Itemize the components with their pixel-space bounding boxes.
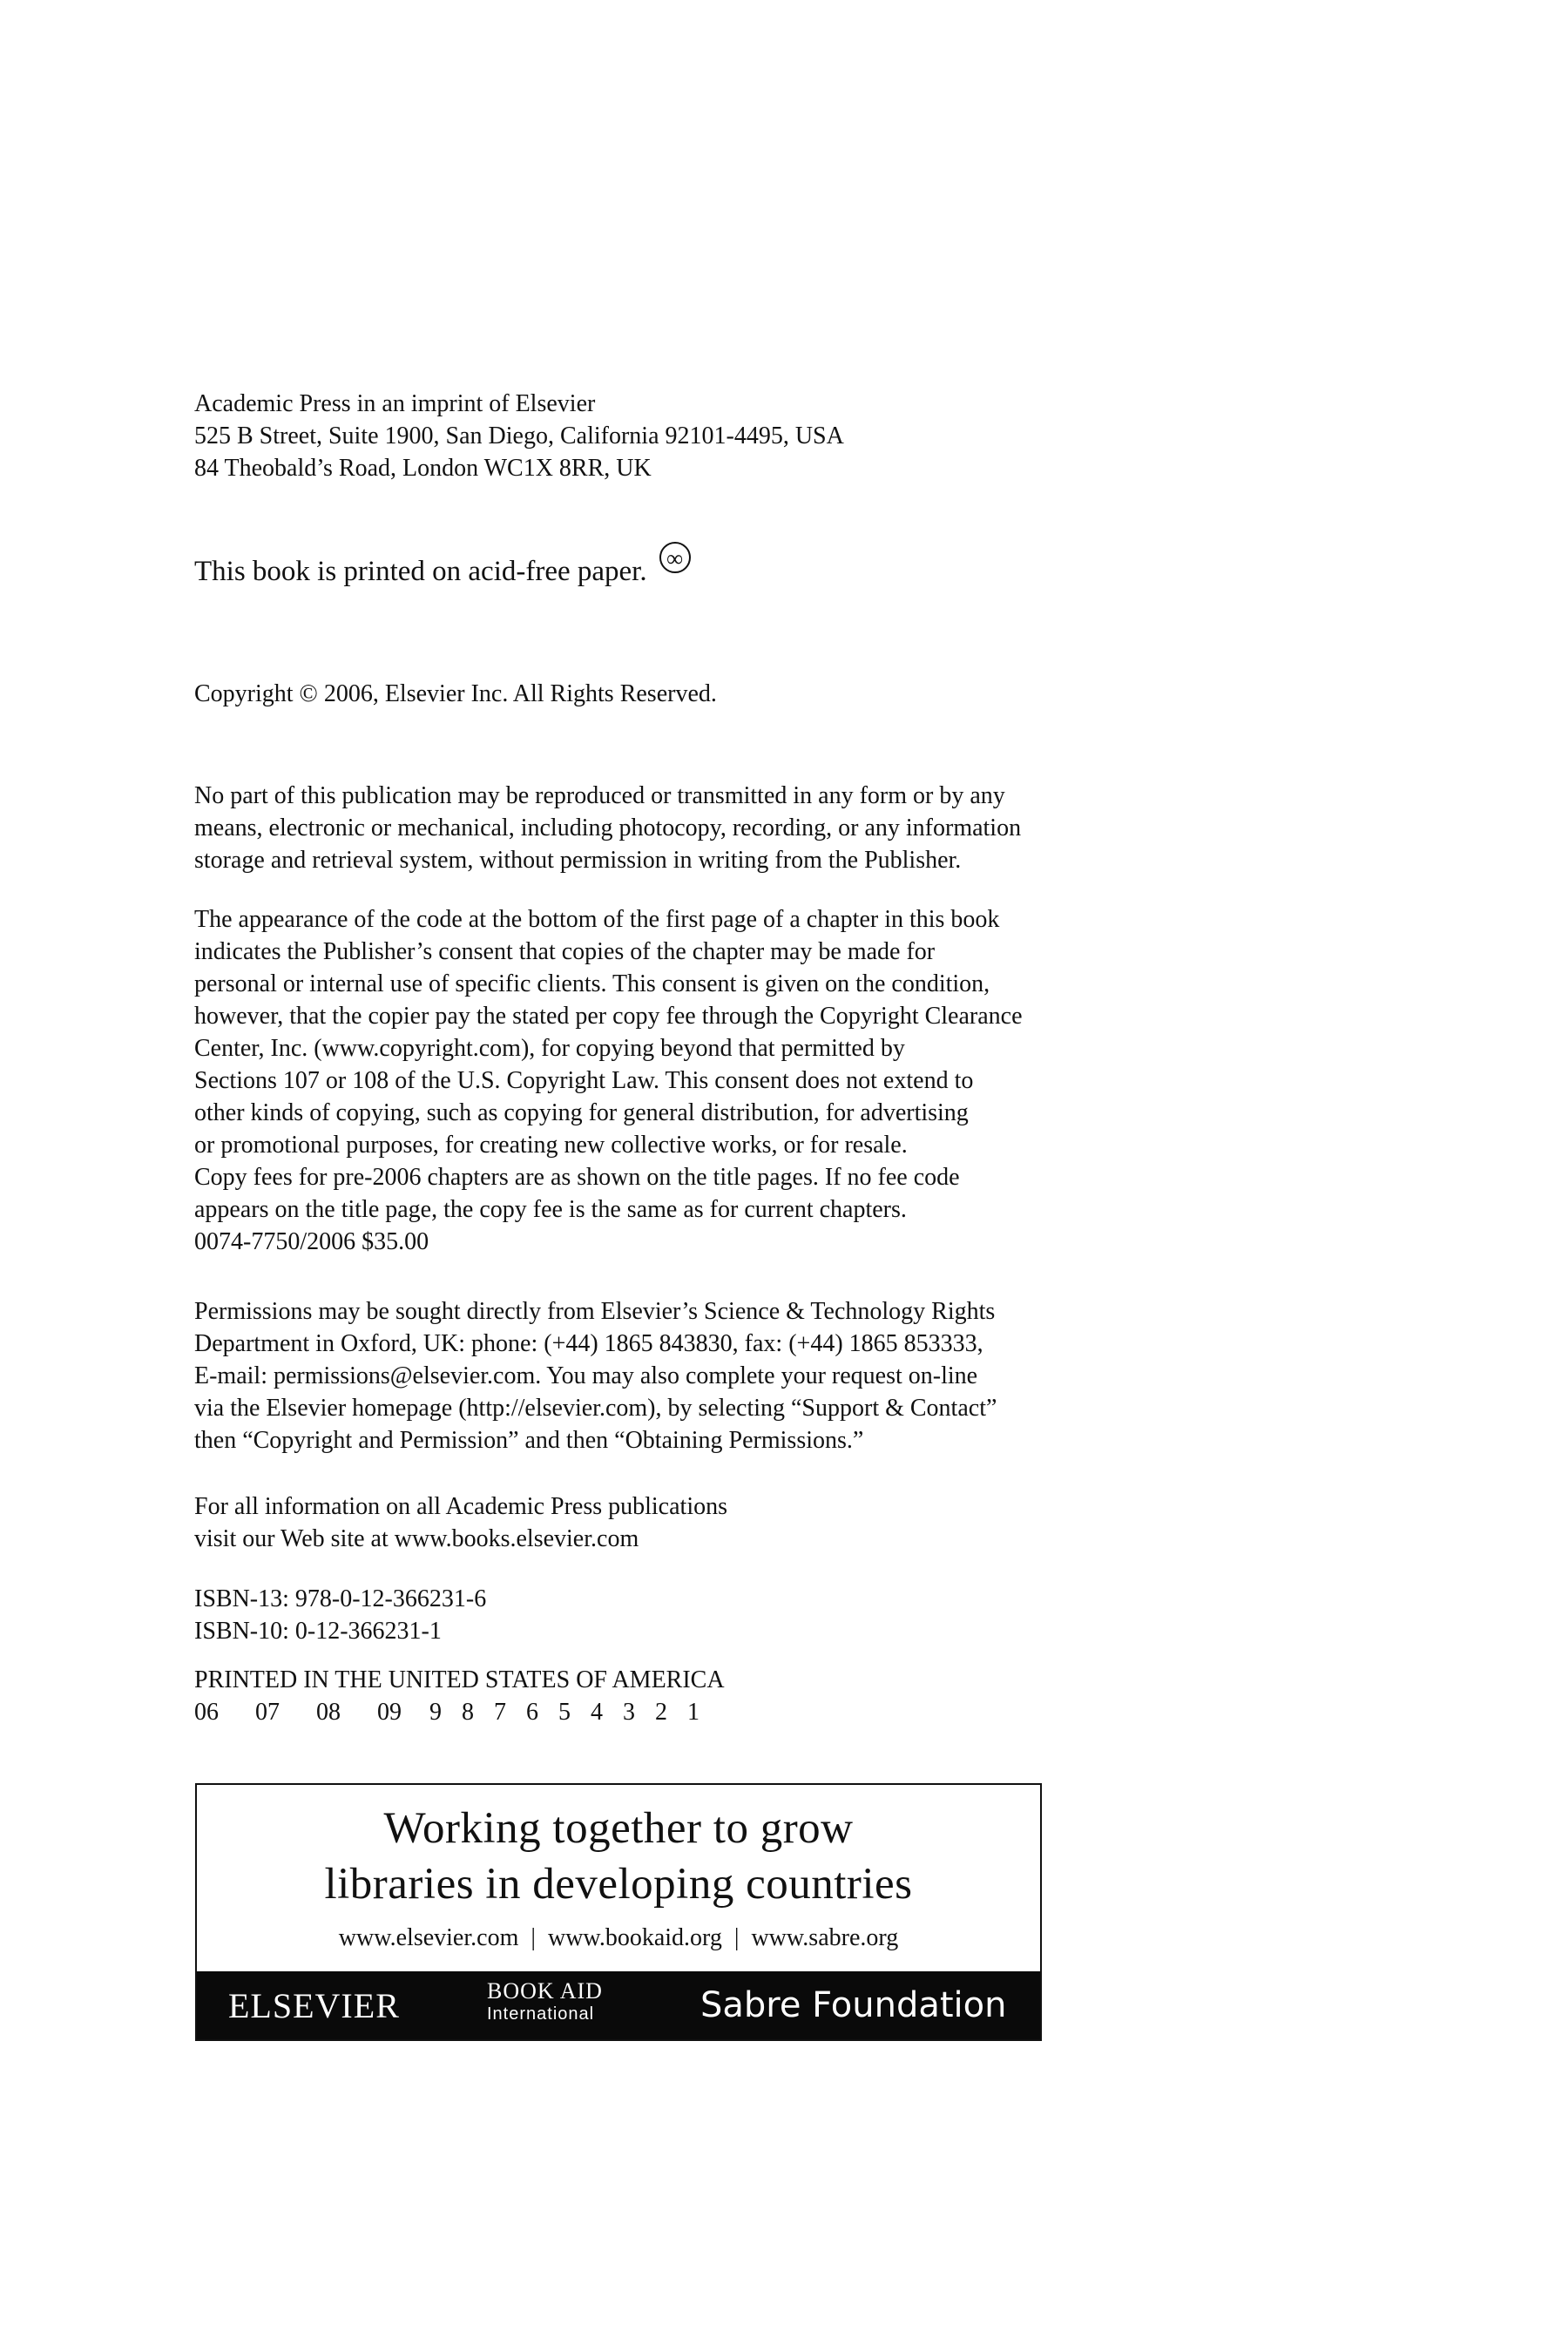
print-year: 07 [255, 1699, 280, 1726]
paragraph-line: however, that the copier pay the stated per copy fee through the Copyright Clearance [194, 1003, 1023, 1030]
bookaid-logo-name: BOOK AID [487, 1978, 603, 2004]
publisher-line: 84 Theobald’s Road, London WC1X 8RR, UK [194, 455, 652, 482]
sabre-logo: Sabre Foundation [700, 1985, 1007, 2025]
isbn-13: ISBN-13: 978-0-12-366231-6 [194, 1585, 487, 1612]
paragraph-line: Sections 107 or 108 of the U.S. Copyright Law. This consent does not extend to [194, 1067, 974, 1094]
print-digit: 5 [558, 1699, 571, 1726]
isbn-10: ISBN-10: 0-12-366231-1 [194, 1618, 442, 1645]
printing-info [194, 1664, 1327, 1728]
print-digit: 6 [526, 1699, 538, 1726]
copyright-statement [194, 678, 1327, 710]
paragraph-line: indicates the Publisher’s consent that copies of the chapter may be made for [194, 938, 936, 965]
print-line-numbers [194, 1696, 1327, 1728]
bookaid-url: www.bookaid.org [547, 1924, 722, 1951]
infinity-icon: ∞ [659, 542, 691, 573]
publisher-line: Academic Press in an imprint of Elsevier [194, 390, 596, 417]
print-year: 06 [194, 1699, 219, 1726]
elsevier-url: www.elsevier.com [338, 1924, 519, 1951]
print-digit: 3 [623, 1699, 635, 1726]
paragraph-line: The appearance of the code at the bottom of the first page of a chapter in this book [194, 906, 1000, 933]
print-digit: 9 [429, 1699, 442, 1726]
print-year: 08 [316, 1699, 341, 1726]
banner-urls [197, 1923, 1040, 1954]
paragraph-line: via the Elsevier homepage (http://elsevier.com), by selecting “Support & Contact” [194, 1395, 997, 1422]
print-digit: 8 [462, 1699, 474, 1726]
paragraph-line: Permissions may be sought directly from Elsevier’s Science & Technology Rights [194, 1298, 996, 1325]
paragraph-line: other kinds of copying, such as copying for general distribution, for advertising [194, 1099, 969, 1126]
permissions-notice [194, 1295, 1327, 1456]
paragraph-line: visit our Web site at www.books.elsevier.com [194, 1525, 639, 1552]
publisher-address [194, 388, 1327, 484]
paragraph-line: Department in Oxford, UK: phone: (+44) 1865 843830, fax: (+44) 1865 853333, [194, 1330, 983, 1357]
library-aid-banner [195, 1783, 1042, 2041]
print-digit: 7 [494, 1699, 506, 1726]
paragraph-line: personal or internal use of specific clients. This consent is given on the condition, [194, 970, 990, 997]
acid-free-text: This book is printed on acid-free paper. [194, 556, 647, 587]
paragraph-line: or promotional purposes, for creating new collective works, or for resale. [194, 1132, 908, 1159]
paragraph-line: Center, Inc. (www.copyright.com), for copying beyond that permitted by [194, 1035, 905, 1062]
paragraph-line: Copy fees for pre-2006 chapters are as shown on the title pages. If no fee code [194, 1164, 960, 1191]
acid-free-notice [194, 545, 1327, 589]
print-digit: 2 [655, 1699, 667, 1726]
publisher-line: 525 B Street, Suite 1900, San Diego, California 92101-4495, USA [194, 422, 844, 449]
print-year: 09 [377, 1699, 402, 1726]
paragraph-line: E-mail: permissions@elsevier.com. You may also complete your request on-line [194, 1362, 978, 1389]
bookaid-logo [487, 1980, 603, 2025]
paragraph-line: means, electronic or mechanical, including photocopy, recording, or any information [194, 814, 1022, 841]
reproduction-notice [194, 780, 1327, 876]
copyright-text: Copyright © 2006, Elsevier Inc. All Rights Reserved. [194, 680, 717, 707]
partner-logo-bar [197, 1971, 1040, 2039]
isbn-block [194, 1583, 1327, 1647]
headline-line: libraries in developing countries [324, 1860, 913, 1909]
print-digit: 1 [687, 1699, 700, 1726]
printed-in: PRINTED IN THE UNITED STATES OF AMERICA [194, 1666, 725, 1693]
fee-code: 0074-7750/2006 $35.00 [194, 1228, 429, 1255]
sabre-url: www.sabre.org [751, 1924, 899, 1951]
code-consent-notice [194, 903, 1327, 1258]
paragraph-line: storage and retrieval system, without permission in writing from the Publisher. [194, 847, 962, 874]
publication-info [194, 1490, 1327, 1555]
banner-headline [197, 1801, 1040, 1912]
elsevier-logo: ELSEVIER [228, 1986, 400, 2025]
paragraph-line: No part of this publication may be reproduced or transmitted in any form or by any [194, 782, 1005, 809]
paragraph-line: For all information on all Academic Press publications [194, 1493, 727, 1520]
print-digit: 4 [591, 1699, 603, 1726]
bookaid-logo-sub: International [487, 2004, 595, 2024]
url-separator: | [531, 1924, 536, 1951]
paragraph-line: appears on the title page, the copy fee is the same as for current chapters. [194, 1196, 907, 1223]
headline-line: Working together to grow [383, 1804, 854, 1853]
url-separator: | [733, 1924, 740, 1951]
paragraph-line: then “Copyright and Permission” and then “Obtaining Permissions.” [194, 1427, 864, 1454]
